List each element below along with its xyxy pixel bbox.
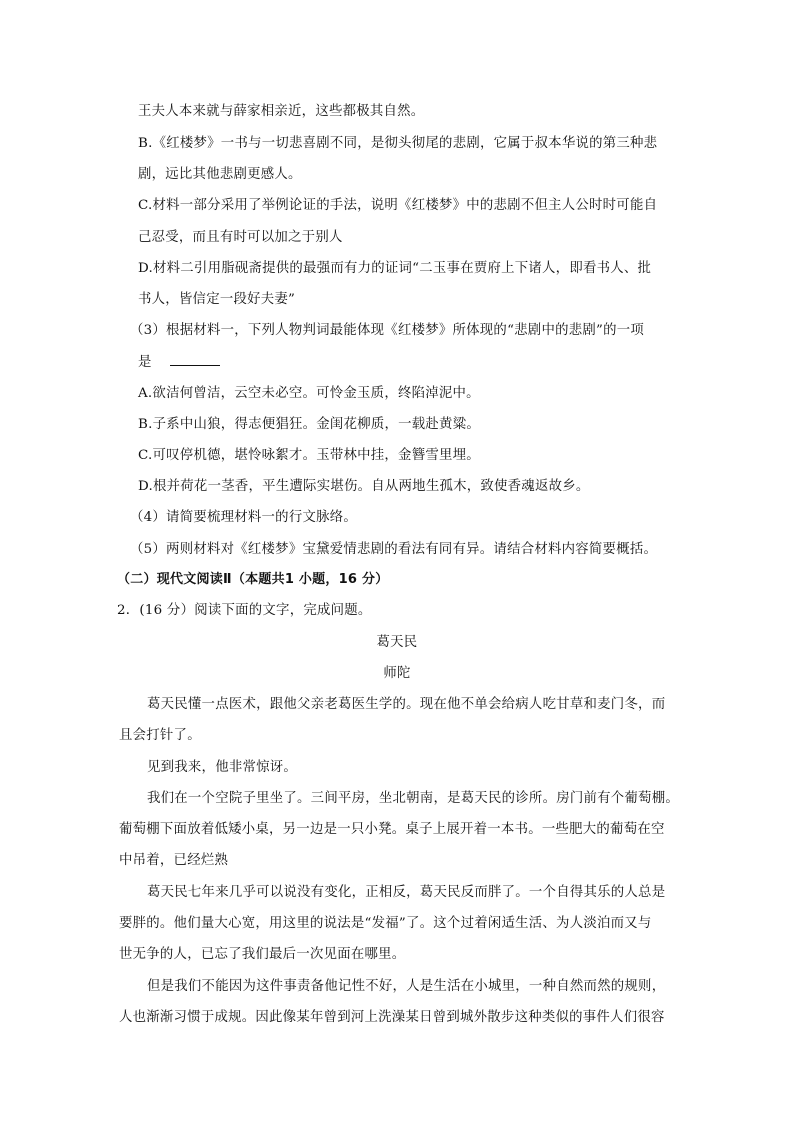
paragraph-2: 见到我来，他非常惊讶。 [147,760,298,775]
section-heading: （二）现代文阅读Ⅱ（本题共1 小题，16 分） [117,572,389,587]
paragraph-5-line-2: 人也渐渐习惯于成规。因此像某年曾到河上洗澡某日曾到城外散步这种类似的事件人们很容 [119,1010,665,1025]
option-c-line-2: 己忍受，而且有时可以加之于别人 [138,230,343,245]
option-d-line-2: 书人，皆信定一段好夫妻” [138,292,296,307]
q3-option-b: B.子系中山狼，得志便猖狂。金闺花柳质，一载赴黄粱。 [138,417,480,432]
paragraph-4-line-2: 要胖的。他们量大心宽，用这里的说法是“发福”了。这个过着闲适生活、为人淡泊而又与 [119,916,652,931]
answer-blank[interactable] [170,353,220,366]
article-title: 葛天民 [376,635,418,650]
question-2-prompt: 2．(16 分）阅读下面的文字，完成问题。 [117,603,372,618]
q3-option-a: A.欲洁何曾洁，云空未必空。可怜金玉质，终陷淖泥中。 [138,386,480,401]
paragraph-4-line-1: 葛天民七年来几乎可以说没有变化，正相反，葛天民反而胖了。一个自得其乐的人总是 [147,885,666,900]
paragraph-4-line-3: 世无争的人，已忘了我们最后一次见面在哪里。 [119,947,406,962]
option-a-continuation: 王夫人本来就与薛家相亲近，这些都极其自然。 [138,104,425,119]
option-c-line-1: C.材料一部分采用了举例论证的手法，说明《红楼梦》中的悲剧不但主人公时时可能自 [138,198,658,213]
question-5: （5）两则材料对《红楼梦》宝黛爱情悲剧的看法有同有异。请结合材料内容简要概括。 [130,542,658,557]
q3-option-c: C.可叹停机德，堪怜咏絮才。玉带林中挂，金簪雪里埋。 [138,448,480,463]
question-3-stem-line-2 [138,353,220,372]
paragraph-5-line-1: 但是我们不能因为这件事责备他记性不好，人是生活在小城里，一种自然而然的规则， [147,979,666,994]
option-d-line-1: D.材料二引用脂砚斋提供的最强而有力的证词“二玉事在贾府上下诸人，即看书人、批 [138,261,652,276]
paragraph-3-line-3: 中吊着，已经烂熟 [119,853,229,868]
paragraph-3-line-2: 葡萄棚下面放着低矮小桌，另一边是一只小凳。桌子上展开着一本书。一些肥大的葡萄在空 [119,822,665,837]
question-3-stem-end: 是 [138,355,152,370]
option-b-line-1: B.《红楼梦》一书与一切悲喜剧不同，是彻头彻尾的悲剧，它属于叔本华说的第三种悲 [138,136,658,151]
paragraph-3-line-1: 我们在一个空院子里坐了。三间平房，坐北朝南，是葛天民的诊所。房门前有个葡萄棚。 [147,791,679,806]
q3-option-d: D.根并荷花一茎香，平生遭际实堪伤。自从两地生孤木，致使香魂返故乡。 [138,479,590,494]
question-3-stem-line-1: （3）根据材料一，下列人物判词最能体现《红楼梦》所体现的“悲剧中的悲剧”的一项 [130,323,645,338]
question-4: （4）请简要梳理材料一的行文脉络。 [130,510,358,525]
paragraph-1-line-2: 且会打针了。 [119,728,201,743]
article-author: 师陀 [383,666,411,681]
option-b-line-2: 剧，远比其他悲剧更感人。 [138,167,302,182]
paragraph-1-line-1: 葛天民懂一点医术，跟他父亲老葛医生学的。现在他不单会给病人吃甘草和麦门冬，而 [147,697,666,712]
